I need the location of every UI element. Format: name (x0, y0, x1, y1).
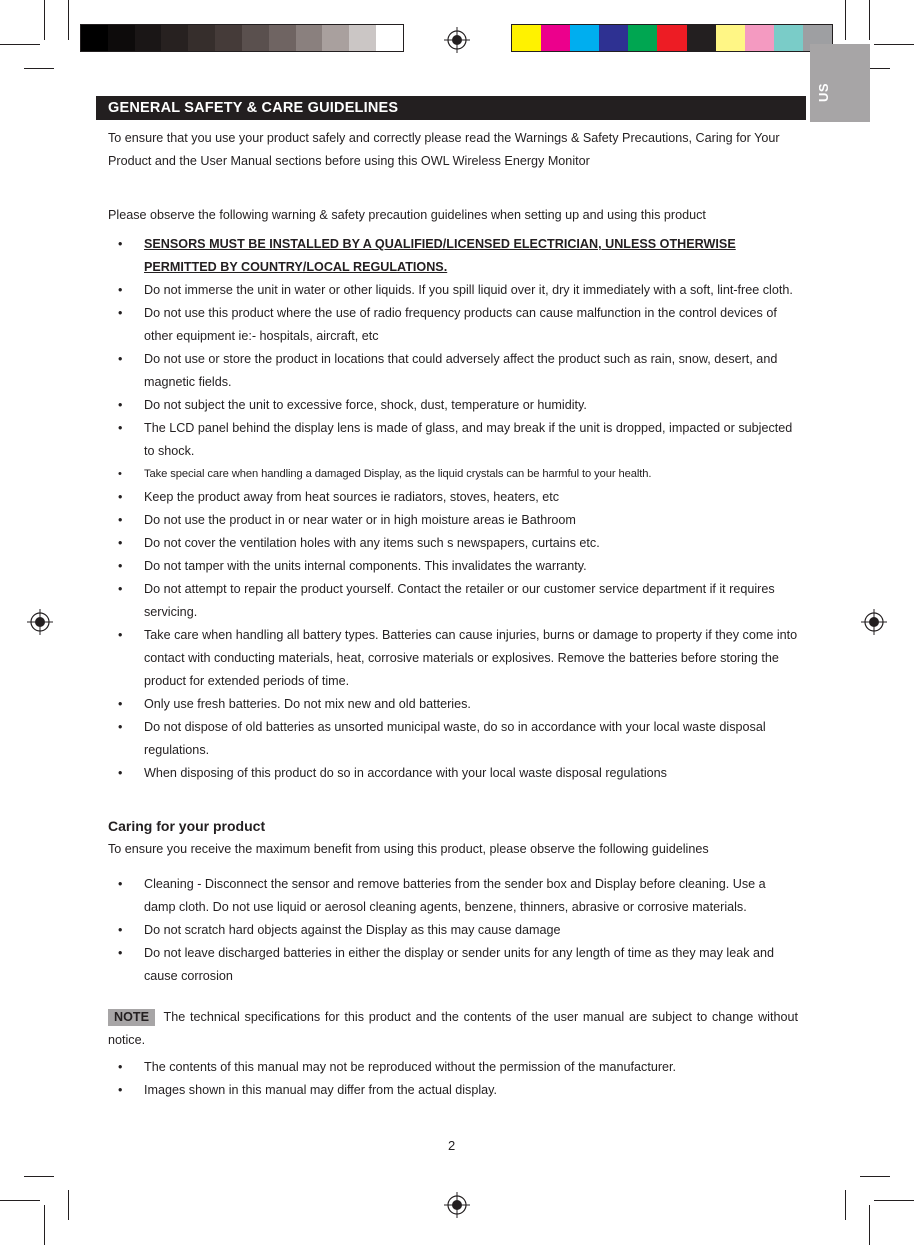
list-item: • Do not use the product in or near water or in high moisture areas ie Bathroom (108, 509, 798, 532)
note-text: The technical specifications for this product and the contents of the user manual are subject to change without notice. (108, 1010, 798, 1047)
color-swatch (269, 25, 296, 51)
crop-mark (68, 1190, 69, 1220)
crop-mark (874, 44, 914, 45)
list-item: • Take special care when handling a damaged Display, as the liquid crystals can be harmful to your health. (108, 463, 798, 486)
registration-mark-icon (27, 609, 53, 635)
crop-mark (845, 1190, 846, 1220)
list-item: • Images shown in this manual may differ from the actual display. (108, 1079, 798, 1102)
color-swatch (774, 25, 803, 51)
crop-mark (860, 1176, 890, 1177)
language-tab-label: US (816, 82, 831, 102)
observe-paragraph: Please observe the following warning & safety precaution guidelines when setting up and using this product (108, 208, 706, 222)
list-item: • Do not subject the unit to excessive force, shock, dust, temperature or humidity. (108, 394, 798, 417)
list-item: • Do not tamper with the units internal components. This invalidates the warranty. (108, 555, 798, 578)
color-swatch (745, 25, 774, 51)
crop-mark (24, 68, 54, 69)
color-swatch (296, 25, 323, 51)
caring-heading: Caring for your product (108, 818, 266, 834)
color-swatch (349, 25, 376, 51)
crop-mark (0, 44, 40, 45)
crop-mark (845, 0, 846, 40)
note-label: NOTE (108, 1009, 155, 1026)
color-swatch (322, 25, 349, 51)
page-number: 2 (448, 1138, 456, 1153)
section-title: GENERAL SAFETY & CARE GUIDELINES (96, 96, 806, 120)
list-item: • Do not cover the ventilation holes with any items such s newspapers, curtains etc. (108, 532, 798, 555)
list-item: • Do not scratch hard objects against the Display as this may cause damage (108, 919, 798, 942)
caring-list (108, 873, 798, 988)
color-swatch (188, 25, 215, 51)
note-paragraph (108, 1006, 798, 1052)
list-item: • Do not use this product where the use of radio frequency products can cause malfunction in the control devices of other equipment ie:- hospitals, aircraft, etc (108, 302, 798, 348)
color-swatch (570, 25, 599, 51)
caring-intro: To ensure you receive the maximum benefit from using this product, please observe the following guidelines (108, 842, 709, 856)
list-item: • Keep the product away from heat sources ie radiators, stoves, heaters, etc (108, 486, 798, 509)
color-swatch (161, 25, 188, 51)
color-swatch (108, 25, 135, 51)
crop-mark (869, 1205, 870, 1245)
color-swatch (716, 25, 745, 51)
list-item: • The contents of this manual may not be reproduced without the permission of the manufacturer. (108, 1056, 798, 1079)
language-tab (810, 44, 870, 122)
color-swatch (512, 25, 541, 51)
list-item: • When disposing of this product do so in accordance with your local waste disposal regulations (108, 762, 798, 785)
crop-mark (68, 0, 69, 40)
grayscale-color-bar (80, 24, 404, 52)
page-content (108, 127, 798, 1102)
list-item: • Cleaning - Disconnect the sensor and remove batteries from the sender box and Display before cleaning. Use a damp cloth. Do not use liquid or aerosol cleaning agents, benzene, thinners, abrasive or corrosive materials. (108, 873, 798, 919)
registration-mark-icon (861, 609, 887, 635)
color-swatch (628, 25, 657, 51)
list-item: • Do not use or store the product in locations that could adversely affect the product such as rain, snow, desert, and magnetic fields. (108, 348, 798, 394)
list-item: • Only use fresh batteries. Do not mix new and old batteries. (108, 693, 798, 716)
crop-mark (869, 0, 870, 40)
registration-mark-icon (444, 1192, 470, 1218)
color-swatch (81, 25, 108, 51)
list-item: • Do not immerse the unit in water or other liquids. If you spill liquid over it, dry it immediately with a soft, lint-free cloth. (108, 279, 798, 302)
color-swatch (657, 25, 686, 51)
list-item: • Take care when handling all battery types. Batteries can cause injuries, burns or damage to property if they come into contact with conducting materials, heat, corrosive materials or explosives. Remove the batteries before storing the product for extended periods of time. (108, 624, 798, 693)
list-item: • Do not attempt to repair the product yourself. Contact the retailer or our customer service department if it requires servicing. (108, 578, 798, 624)
color-swatch (541, 25, 570, 51)
color-swatch (376, 25, 403, 51)
color-swatch (242, 25, 269, 51)
list-item: • Do not leave discharged batteries in either the display or sender units for any length of time as they may leak and cause corrosion (108, 942, 798, 988)
registration-mark-icon (444, 27, 470, 53)
list-item: • Do not dispose of old batteries as unsorted municipal waste, do so in accordance with your local waste disposal regulations. (108, 716, 798, 762)
safety-list (108, 233, 798, 785)
intro-paragraph: To ensure that you use your product safely and correctly please read the Warnings & Safety Precautions, Caring for Your Product and the User Manual sections before using this OWL Wireless Energy Monitor (108, 131, 780, 168)
list-item: • The LCD panel behind the display lens is made of glass, and may break if the unit is dropped, impacted or subjected to shock. (108, 417, 798, 463)
crop-mark (874, 1200, 914, 1201)
note-list (108, 1056, 798, 1102)
crop-mark (44, 1205, 45, 1245)
color-swatch (599, 25, 628, 51)
process-color-bar (511, 24, 833, 52)
color-swatch (135, 25, 162, 51)
list-item (108, 233, 798, 279)
crop-mark (0, 1200, 40, 1201)
crop-mark (24, 1176, 54, 1177)
color-swatch (215, 25, 242, 51)
crop-mark (44, 0, 45, 40)
installation-warning: SENSORS MUST BE INSTALLED BY A QUALIFIED/LICENSED ELECTRICIAN, UNLESS OTHERWISE PERMITTED BY COUNTRY/LOCAL REGULATIONS. (144, 237, 736, 274)
color-swatch (687, 25, 716, 51)
